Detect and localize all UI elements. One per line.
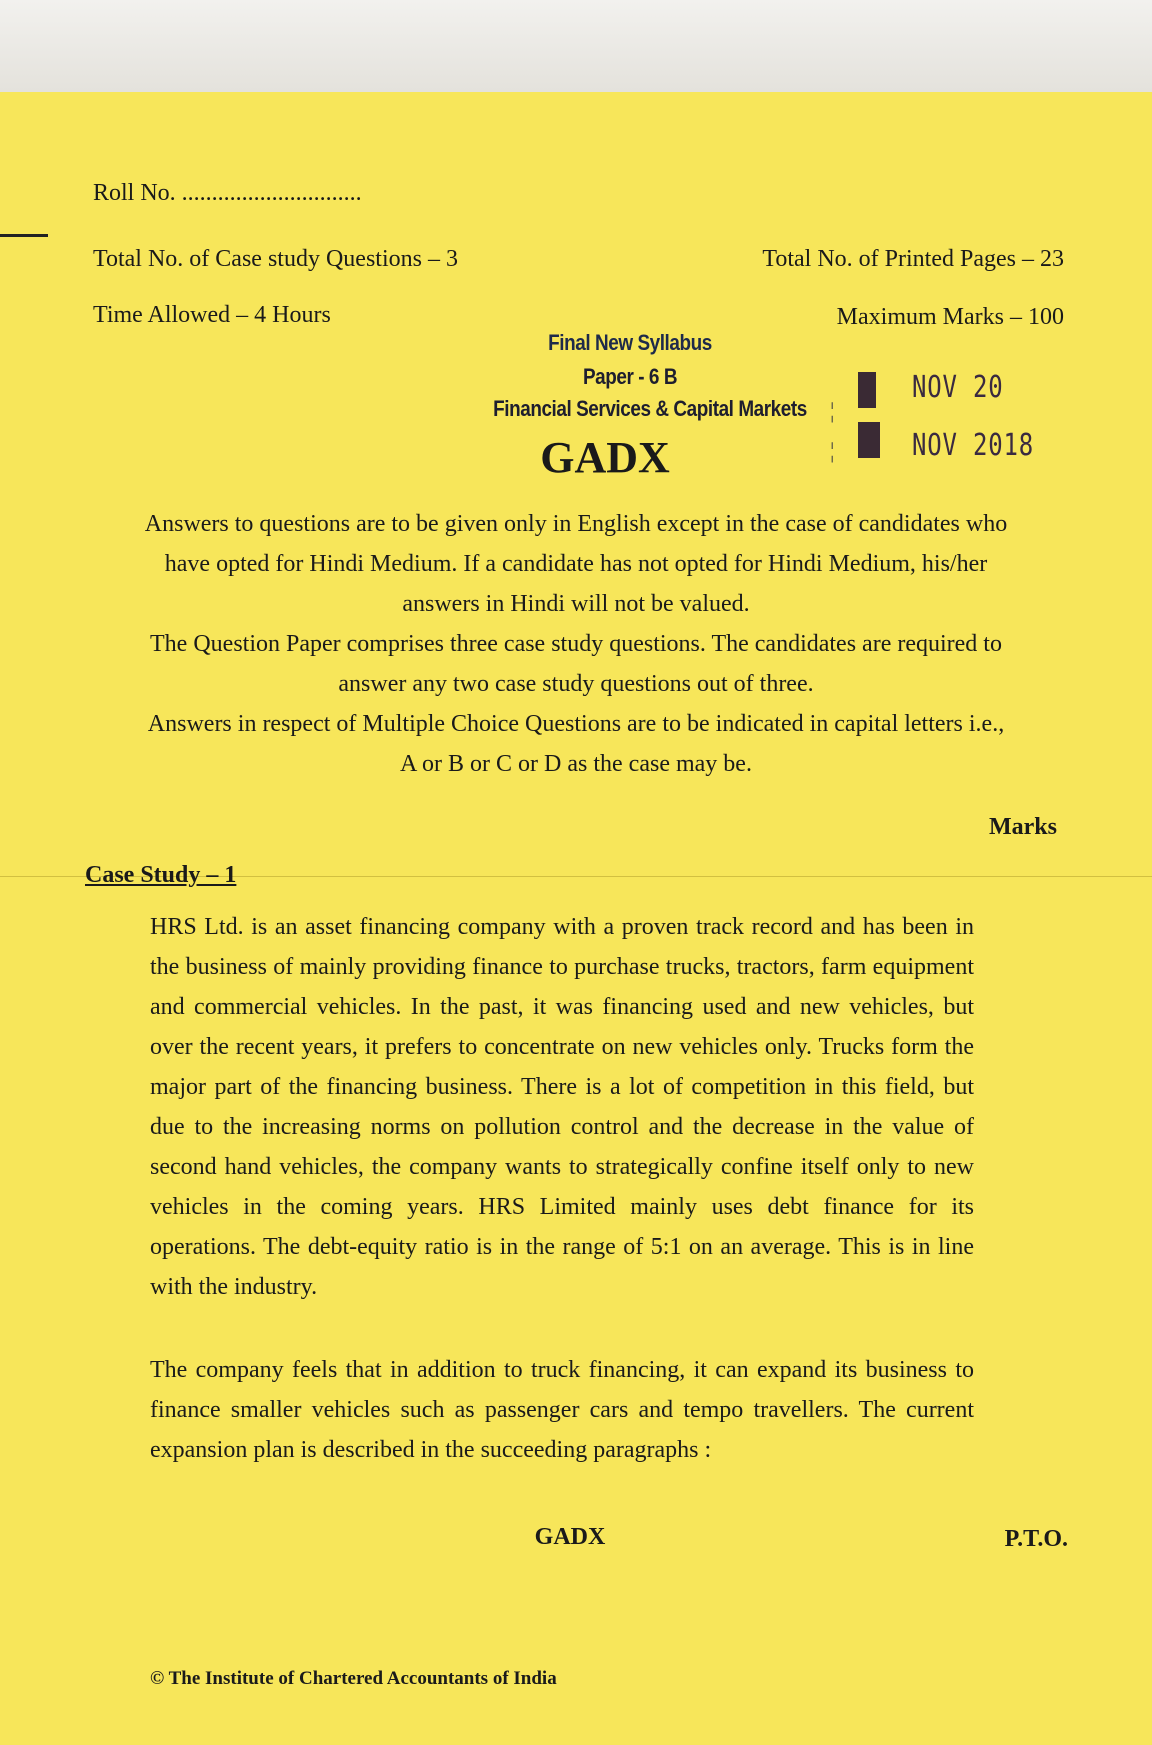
paper-label: Paper - 6 B xyxy=(582,364,678,389)
instruction-line: answers in Hindi will not be valued. xyxy=(402,591,750,617)
stamp-separator: ¦ xyxy=(830,398,835,423)
pto-label: P.T.O. xyxy=(1004,1526,1068,1552)
instruction-line: answer any two case study questions out of three. xyxy=(338,671,814,697)
time-allowed: Time Allowed – 4 Hours xyxy=(93,302,331,328)
date-stamp-1: NOV 20 xyxy=(912,370,1004,405)
stamp-separator-2: ¦ xyxy=(830,438,835,463)
instruction-line: A or B or C or D as the case may be. xyxy=(400,751,752,777)
roll-no: Roll No. .............................. xyxy=(93,180,362,206)
instruction-line: Answers to questions are to be given only in English except in the case of candidates who xyxy=(144,511,1008,537)
instruction-line: have opted for Hindi Medium. If a candidate has not opted for Hindi Medium, his/her xyxy=(164,551,988,577)
footer-code: GADX xyxy=(534,1524,606,1550)
margin-mark xyxy=(0,234,48,237)
instruction-line: The Question Paper comprises three case study questions. The candidates are required to xyxy=(150,631,1002,657)
max-marks: Maximum Marks – 100 xyxy=(836,304,1064,330)
subject-label: Financial Services & Capital Markets xyxy=(493,396,807,421)
total-pages: Total No. of Printed Pages – 23 xyxy=(762,246,1064,272)
stamp-mark-1 xyxy=(858,372,876,408)
instruction-line: Answers in respect of Multiple Choice Questions are to be indicated in capital letters i.e., xyxy=(147,711,1005,737)
paper-code: GADX xyxy=(540,433,670,482)
scan-background xyxy=(0,0,1152,92)
copyright: © The Institute of Chartered Accountants of India xyxy=(150,1668,557,1689)
instructions xyxy=(60,504,1092,784)
stamp-mark-2 xyxy=(858,422,880,458)
syllabus-label: Final New Syllabus xyxy=(548,330,712,355)
total-questions: Total No. of Case study Questions – 3 xyxy=(93,246,458,272)
case-study-title: Case Study – 1 xyxy=(85,862,237,888)
date-stamp-2: NOV 2018 xyxy=(912,428,1034,463)
marks-header: Marks xyxy=(989,814,1057,840)
case-study-paragraph-2: The company feels that in addition to truck financing, it can expand its business to finance smaller vehicles such as passenger cars and tempo travellers. The current expansion plan is described in the succeeding paragraphs : xyxy=(150,1357,974,1463)
case-study-paragraph-1: HRS Ltd. is an asset financing company with a proven track record and has been in the business of mainly providing finance to purchase trucks, tractors, farm equipment and commercial vehicles. In the past, it was financing used and new vehicles, but over the recent years, it prefers to concentrate on new vehicles only. Trucks form the major part of the financing business. There is a lot of competition in this field, but due to the increasing norms on pollution control and the decrease in the value of second hand vehicles, the company wants to strategically confine itself only to new vehicles in the coming years. HRS Limited mainly uses debt finance for its operations. The debt-equity ratio is in the range of 5:1 on an average. This is in line with the industry. xyxy=(150,914,974,1300)
